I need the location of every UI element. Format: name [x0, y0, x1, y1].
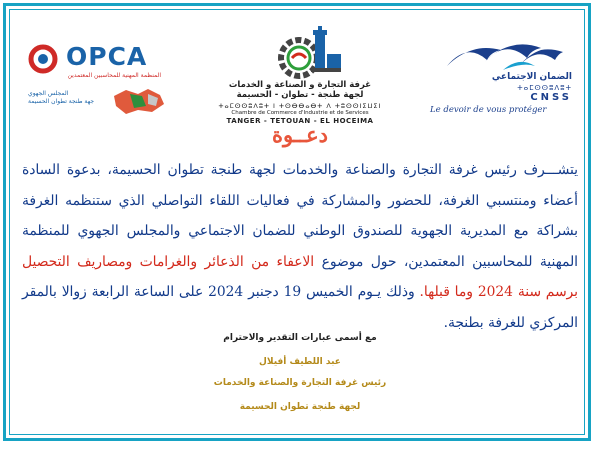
opca-ring-logo-icon [28, 44, 58, 74]
birds-logo-icon [443, 36, 563, 72]
cnss-logo [428, 36, 578, 116]
signatory-name: عبد اللطيف أفيلال [259, 357, 341, 367]
cnss-wordmark: CNSS [530, 92, 572, 103]
cnss-name-arabic: الضمان الاجتماعي [491, 72, 572, 82]
ccis-name-french: Chambre de Commerce d'Industrie et de Services [231, 110, 369, 116]
body-part-1: يتشـــرف رئيس غرفة التجارة والصناعة والخدمات لجهة طنجة تطوان الحسيمة، بدعوة السادة أعضاء ومنتسبي الغرفة، للحضور والمشاركة في فعاليات اللقاء التواصلي الذي ستنظمه الغرفة بشراكة مع المديرية الجهوية للصندوق الوطني للضمان الاجتماعي والمجلس الجهوي للمنظمة المهنية للمحاسبين المعتمدين، حول موضوع [22, 162, 578, 270]
gear-tower-logo-icon [265, 24, 345, 80]
opca-logo [28, 42, 163, 120]
ccis-name-arabic [195, 80, 405, 100]
opca-subtitle: المنظمة المهنية للمحاسبين المعتمدين [67, 72, 161, 79]
ccis-line1: غرفة التجارة و الصناعة و الخدمات [228, 80, 372, 90]
invitation-body [22, 155, 578, 338]
signatory-role: رئيس غرفة التجارة والصناعة والخدمات [213, 378, 387, 388]
signatory-region: لجهة طنجة تطوان الحسيمة [239, 402, 361, 412]
region-map-icon [112, 86, 166, 116]
opca-council-line2: جهة طنجة تطوان الحسيمة [28, 98, 95, 105]
ccis-name-tifinagh: ⵜⴰⵎⵙⵙⵓⴷⵓⵜ ⵏ ⵜⵙⴱⴱⴰⴱⵜ ⴷ ⵜⵓⵙⵙⵏⵉⵡⵉⵏ [218, 102, 382, 110]
opca-wordmark: OPCA [66, 42, 148, 71]
cnss-tagline: Le devoir de vous protéger [430, 105, 547, 115]
closing-salutation: مع أسمى عبارات التقدير والاحترام [223, 333, 377, 343]
body-highlight: الاعفاء من الذعائر والغرامات ومصاريف التحصيل برسم سنة 2024 وما قبلها. [22, 253, 579, 300]
ccis-cities: TANGER - TETOUAN - EL HOCEIMA [226, 117, 374, 125]
ccis-logo [195, 24, 405, 124]
invitation-title: دعــوة [271, 122, 329, 147]
ccis-line2: لجهة طنجة - تطوان - الحسيمة [236, 90, 364, 100]
opca-council-line1: المجلس الجهوي [28, 90, 69, 97]
cnss-name-tifinagh: ⵜⴰⵎⵙⵙⵓⴷⵓⵜ [517, 84, 572, 92]
opca-council [28, 90, 108, 106]
body-part-2: وذلك يـوم الخميس 19 دجنبر 2024 على الساعة الرابعة زوالا بالمقر المركزي للغرفة بطنجة. [22, 284, 578, 331]
